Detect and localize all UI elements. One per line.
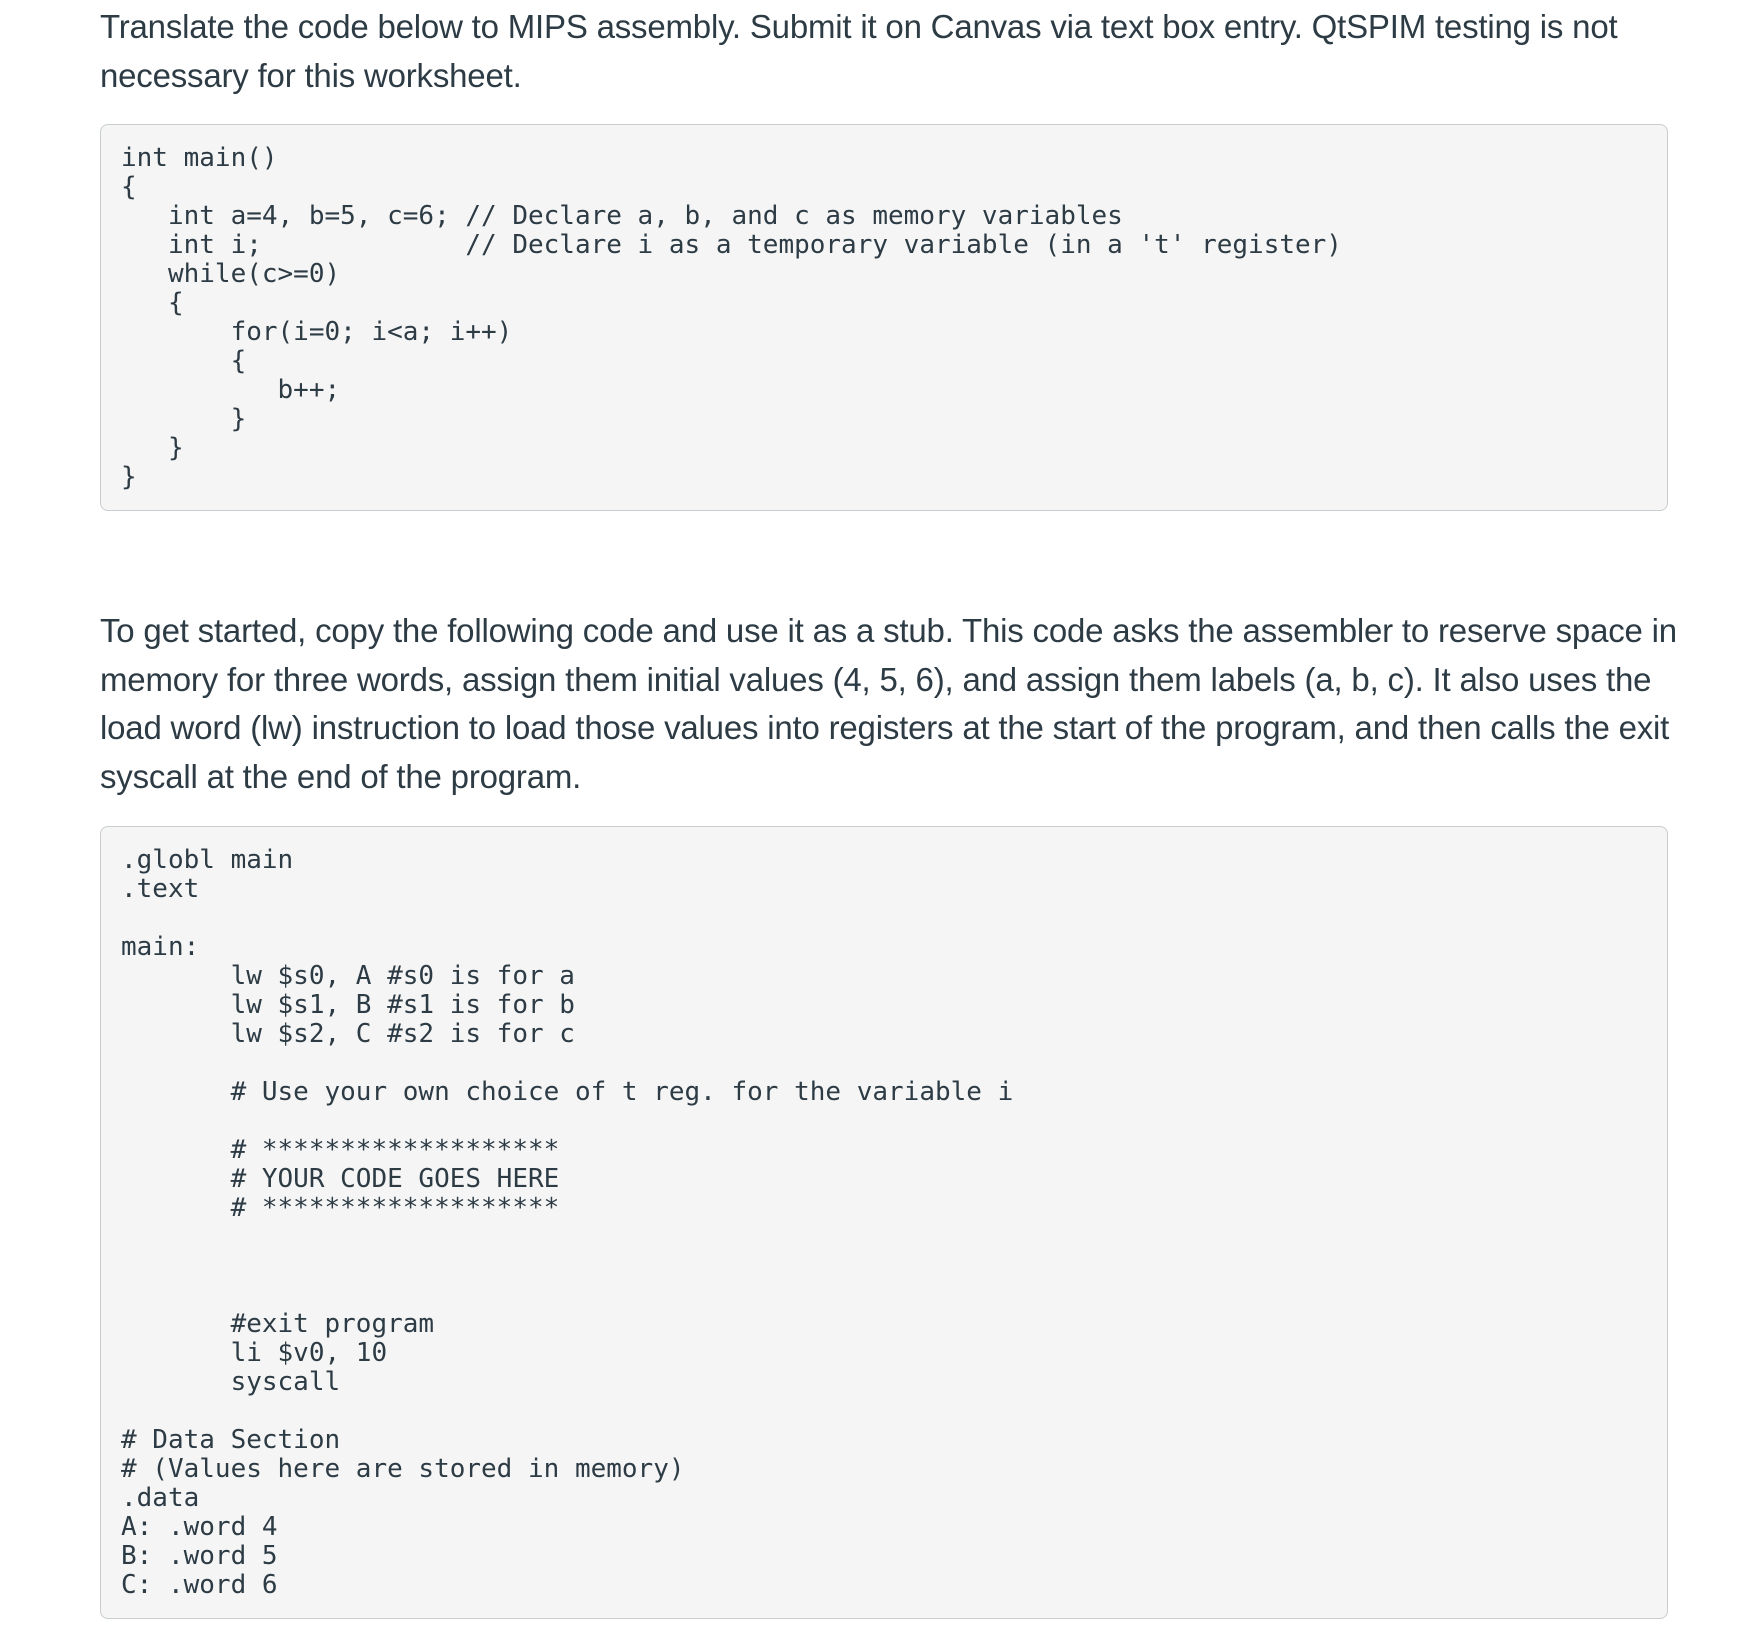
task-instructions: Translate the code below to MIPS assembly. Submit it on Canvas via text box entry. QtSPIM testing is not necessary for this worksheet. bbox=[100, 8, 1618, 94]
stub-instructions: To get started, copy the following code and use it as a stub. This code asks the assembler to reserve space in memory for three words, assign them initial values (4, 5, 6), and assign them labels (a, b, c). It also uses the load word (lw) instruction to load those values into registers at the start of the program, and then calls the exit syscall at the end of the program. bbox=[100, 612, 1677, 795]
mips-stub-code-block: .globl main .text main: lw $s0, A #s0 is for a lw $s1, B #s1 is for b lw $s2, C #s2 is for c # Use your own choice of t reg. for the variable i # ******************* # YOUR CODE GOES HERE # ******************* #exit program li $v0, 10 syscall # Data Section # (Values here are stored in memory) .data A: .word 4 B: .word 5 C: .word 6 bbox=[100, 826, 1668, 1619]
c-code-block: int main() { int a=4, b=5, c=6; // Declare a, b, and c as memory variables int i; // Declare i as a temporary variable (in a 't' register) while(c>=0) { for(i=0; i<a; i++) { b++; } } } bbox=[100, 124, 1668, 511]
